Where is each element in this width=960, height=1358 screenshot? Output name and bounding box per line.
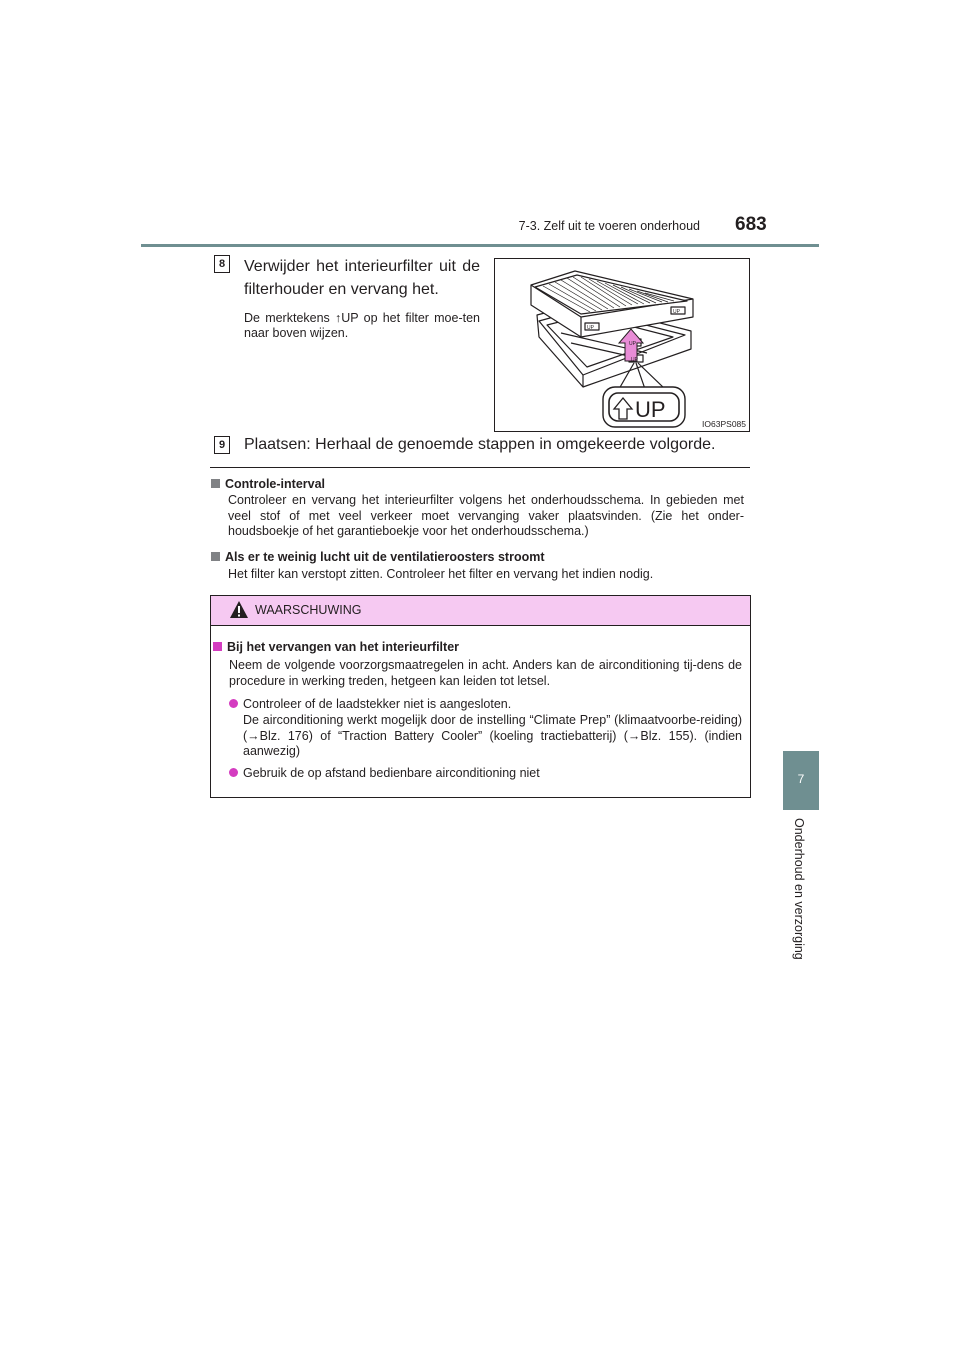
info-heading-controle-interval: Controle-interval bbox=[211, 477, 325, 491]
warning-section-title: Bij het vervangen van het interieurfilter bbox=[213, 640, 459, 656]
step-8-note: De merktekens ↑UP op het filter moe-ten naar boven wijzen. bbox=[244, 311, 480, 340]
square-bullet-icon bbox=[211, 552, 220, 561]
cabin-filter-drawing bbox=[495, 259, 749, 431]
warning-box bbox=[210, 595, 751, 798]
square-bullet-icon bbox=[211, 479, 220, 488]
section-header: 7-3. Zelf uit te voeren onderhoud bbox=[518, 219, 700, 233]
square-bullet-icon bbox=[213, 642, 222, 651]
small-up-label: UP bbox=[629, 341, 636, 347]
info-body-controle-interval: Controleer en vervang het interieurfilter volgens het onderhoudsschema. In gebieden met veel stof of met veel verkeer moet vervanging vaker plaatsvinden. (Zie het onder-houdsboekje of het garantieboekje voor het onderhoudsschema.) bbox=[228, 493, 744, 538]
warning-bullet-2: Gebruik de op afstand bedienbare airconditioning niet bbox=[229, 766, 540, 782]
warning-triangle-icon bbox=[229, 600, 249, 619]
warning-header bbox=[211, 596, 750, 626]
step-number-9: 9 bbox=[214, 436, 230, 454]
dot-bullet-icon bbox=[229, 699, 238, 708]
step-9-text: Plaatsen: Herhaal de genoemde stappen in omgekeerde volgorde. bbox=[244, 436, 716, 453]
small-up-label: UP bbox=[587, 325, 594, 331]
header-rule bbox=[141, 244, 819, 247]
warning-bullet-1: Controleer of de laadstekker niet is aangesloten. bbox=[229, 697, 511, 713]
warning-title: WAARSCHUWING bbox=[255, 603, 362, 617]
small-up-label: UP bbox=[673, 309, 680, 315]
section-separator bbox=[210, 467, 750, 468]
callout-up-label: UP bbox=[635, 397, 666, 422]
warning-intro: Neem de volgende voorzorgsmaatregelen in acht. Anders kan de airconditioning tij-dens de procedure in werking treden, hetgeen kan leiden tot letsel. bbox=[229, 658, 742, 688]
info-body-weinig-lucht: Het filter kan verstopt zitten. Controleer het filter en vervang het indien nodig. bbox=[228, 567, 654, 581]
filter-illustration bbox=[494, 258, 750, 432]
figure-code: IO63PS085 bbox=[702, 419, 746, 429]
small-up-label: UP bbox=[631, 357, 638, 363]
info-heading-weinig-lucht: Als er te weinig lucht uit de ventilatieroosters stroomt bbox=[211, 550, 545, 564]
chapter-number: 7 bbox=[797, 772, 805, 786]
chapter-title: Onderhoud en verzorging bbox=[792, 818, 806, 960]
dot-bullet-icon bbox=[229, 768, 238, 777]
warning-bullet-1-detail: De airconditioning werkt mogelijk door de instelling “Climate Prep” (klimaatvoorbe-reiding) (→Blz. 176) of “Traction Battery Cooler” (koeling tractiebatterij) (→Blz. 155). (indien aanwezig) bbox=[243, 713, 742, 758]
page-number: 683 bbox=[735, 214, 767, 235]
step-number-8: 8 bbox=[214, 255, 230, 273]
step-8-text: Verwijder het interieurfilter uit de filterhouder en vervang het. bbox=[244, 258, 480, 298]
